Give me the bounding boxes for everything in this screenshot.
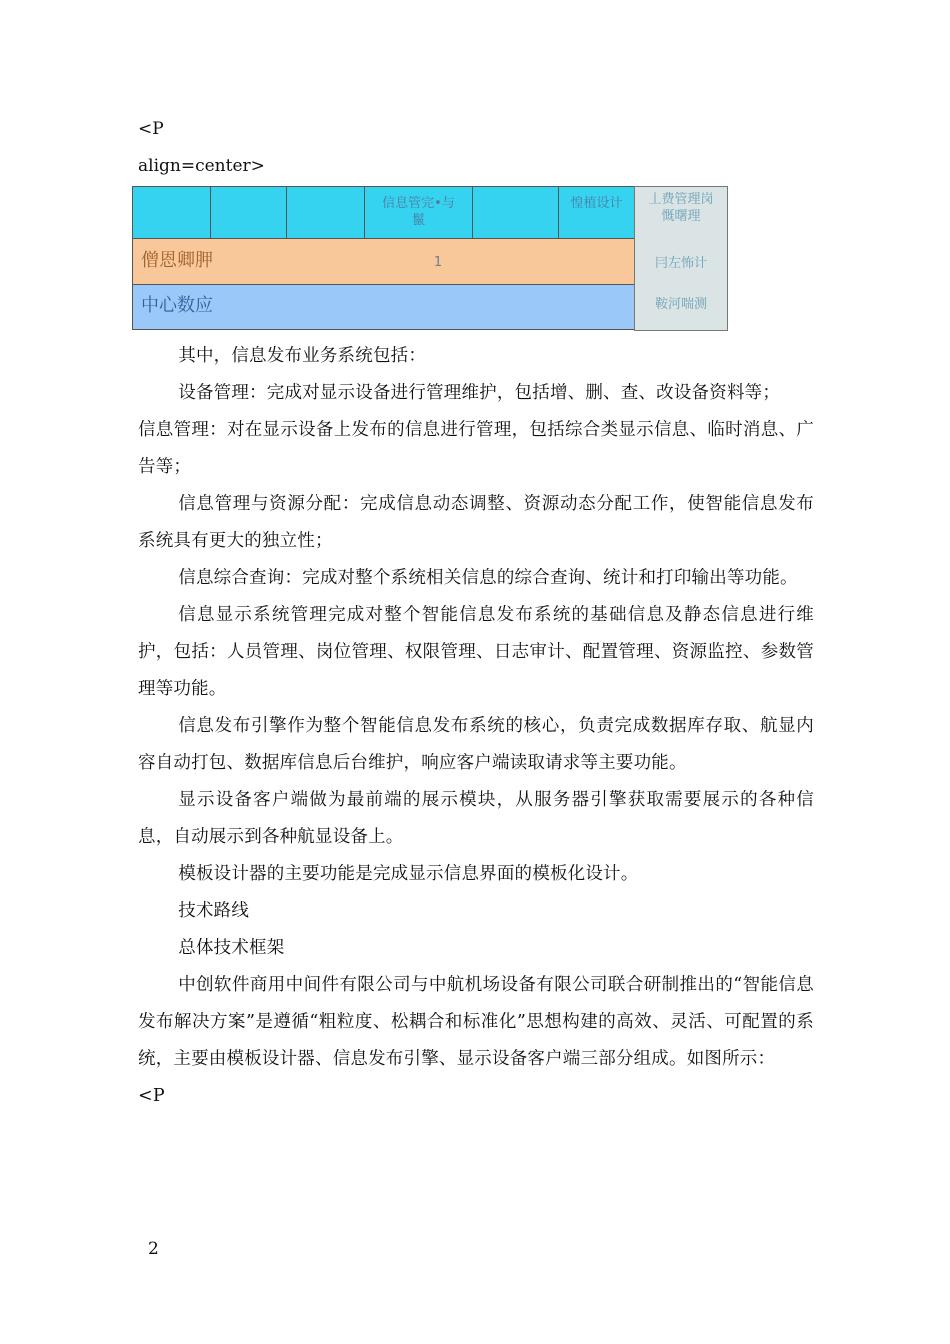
top-cell-4-label: 信息管完•与 鬣 bbox=[382, 196, 455, 228]
footer-tag: <P bbox=[138, 1086, 165, 1106]
top-cell-6-label: 惶植设计 bbox=[570, 196, 623, 211]
right-cell-2-label: 冃左怖计 bbox=[654, 256, 707, 271]
blue-bar bbox=[132, 284, 635, 330]
top-cell-6 bbox=[558, 186, 635, 239]
paragraph-7: 信息发布引擎作为整个智能信息发布系统的核心，负责完成数据库存取、航显内容自动打包、数据库信息后台维护，响应客户端读取请求等主要功能。 bbox=[138, 716, 814, 773]
paragraph-1: 其中，信息发布业务系统包括： bbox=[178, 346, 427, 366]
top-cell-2 bbox=[210, 186, 287, 239]
orange-bar bbox=[132, 238, 635, 285]
blue-bar-label: 中心数应 bbox=[141, 295, 213, 316]
paragraph-9: 模板设计器的主要功能是完成显示信息界面的模板化设计。 bbox=[178, 864, 639, 884]
paragraph-4: 信息管理与资源分配：完成信息动态调整、资源动态分配工作，使智能信息发布系统具有更大的独立性； bbox=[138, 494, 814, 551]
paragraph-8: 显示设备客户端做为最前端的展示模块，从服务器引擎获取需要展示的各种信息，自动展示到各种航显设备上。 bbox=[138, 790, 814, 847]
right-cell-3-label: 鞍河喘测 bbox=[654, 297, 707, 312]
paragraph-3: 信息管理：对在显示设备上发布的信息进行管理，包括综合类显示信息、临时消息、广告等； bbox=[138, 420, 814, 477]
section-heading-2: 总体技术框架 bbox=[178, 938, 285, 958]
right-column bbox=[634, 186, 728, 331]
page-number: 2 bbox=[148, 1239, 159, 1259]
paragraph-5: 信息综合查询：完成对整个系统相关信息的综合查询、统计和打印输出等功能。 bbox=[178, 568, 798, 588]
right-cell-1-label: 丄费管理岗 慨曙理 bbox=[648, 192, 714, 224]
system-diagram bbox=[132, 186, 728, 331]
orange-bar-label: 僧恩卿胛 bbox=[141, 250, 213, 271]
top-cell-4 bbox=[364, 186, 473, 239]
paragraph-2: 设备管理：完成对显示设备进行管理维护，包括增、删、查、改设备资料等； bbox=[178, 383, 781, 403]
header-line-1: <P bbox=[138, 119, 164, 139]
header-line-2: align=center> bbox=[138, 156, 265, 176]
paragraph-6: 信息显示系统管理完成对整个智能信息发布系统的基础信息及静态信息进行维护，包括：人员管理、岗位管理、权限管理、日志审计、配置管理、资源监控、参数管理等功能。 bbox=[138, 605, 814, 699]
paragraph-10: 中创软件商用中间件有限公司与中航机场设备有限公司联合研制推出的“智能信息发布解决方案”是遵循“粗粒度、松耦合和标准化”思想构建的高效、灵活、可配置的系统，主要由模板设计器、信息发布引擎、显示设备客户端三部分组成。如图所示： bbox=[138, 975, 814, 1069]
orange-bar-center: 1 bbox=[433, 255, 443, 270]
section-heading-1: 技术路线 bbox=[178, 901, 250, 921]
top-cell-1 bbox=[132, 186, 211, 239]
top-cell-5 bbox=[472, 186, 559, 239]
document-body bbox=[138, 338, 814, 1115]
top-cell-3 bbox=[286, 186, 365, 239]
